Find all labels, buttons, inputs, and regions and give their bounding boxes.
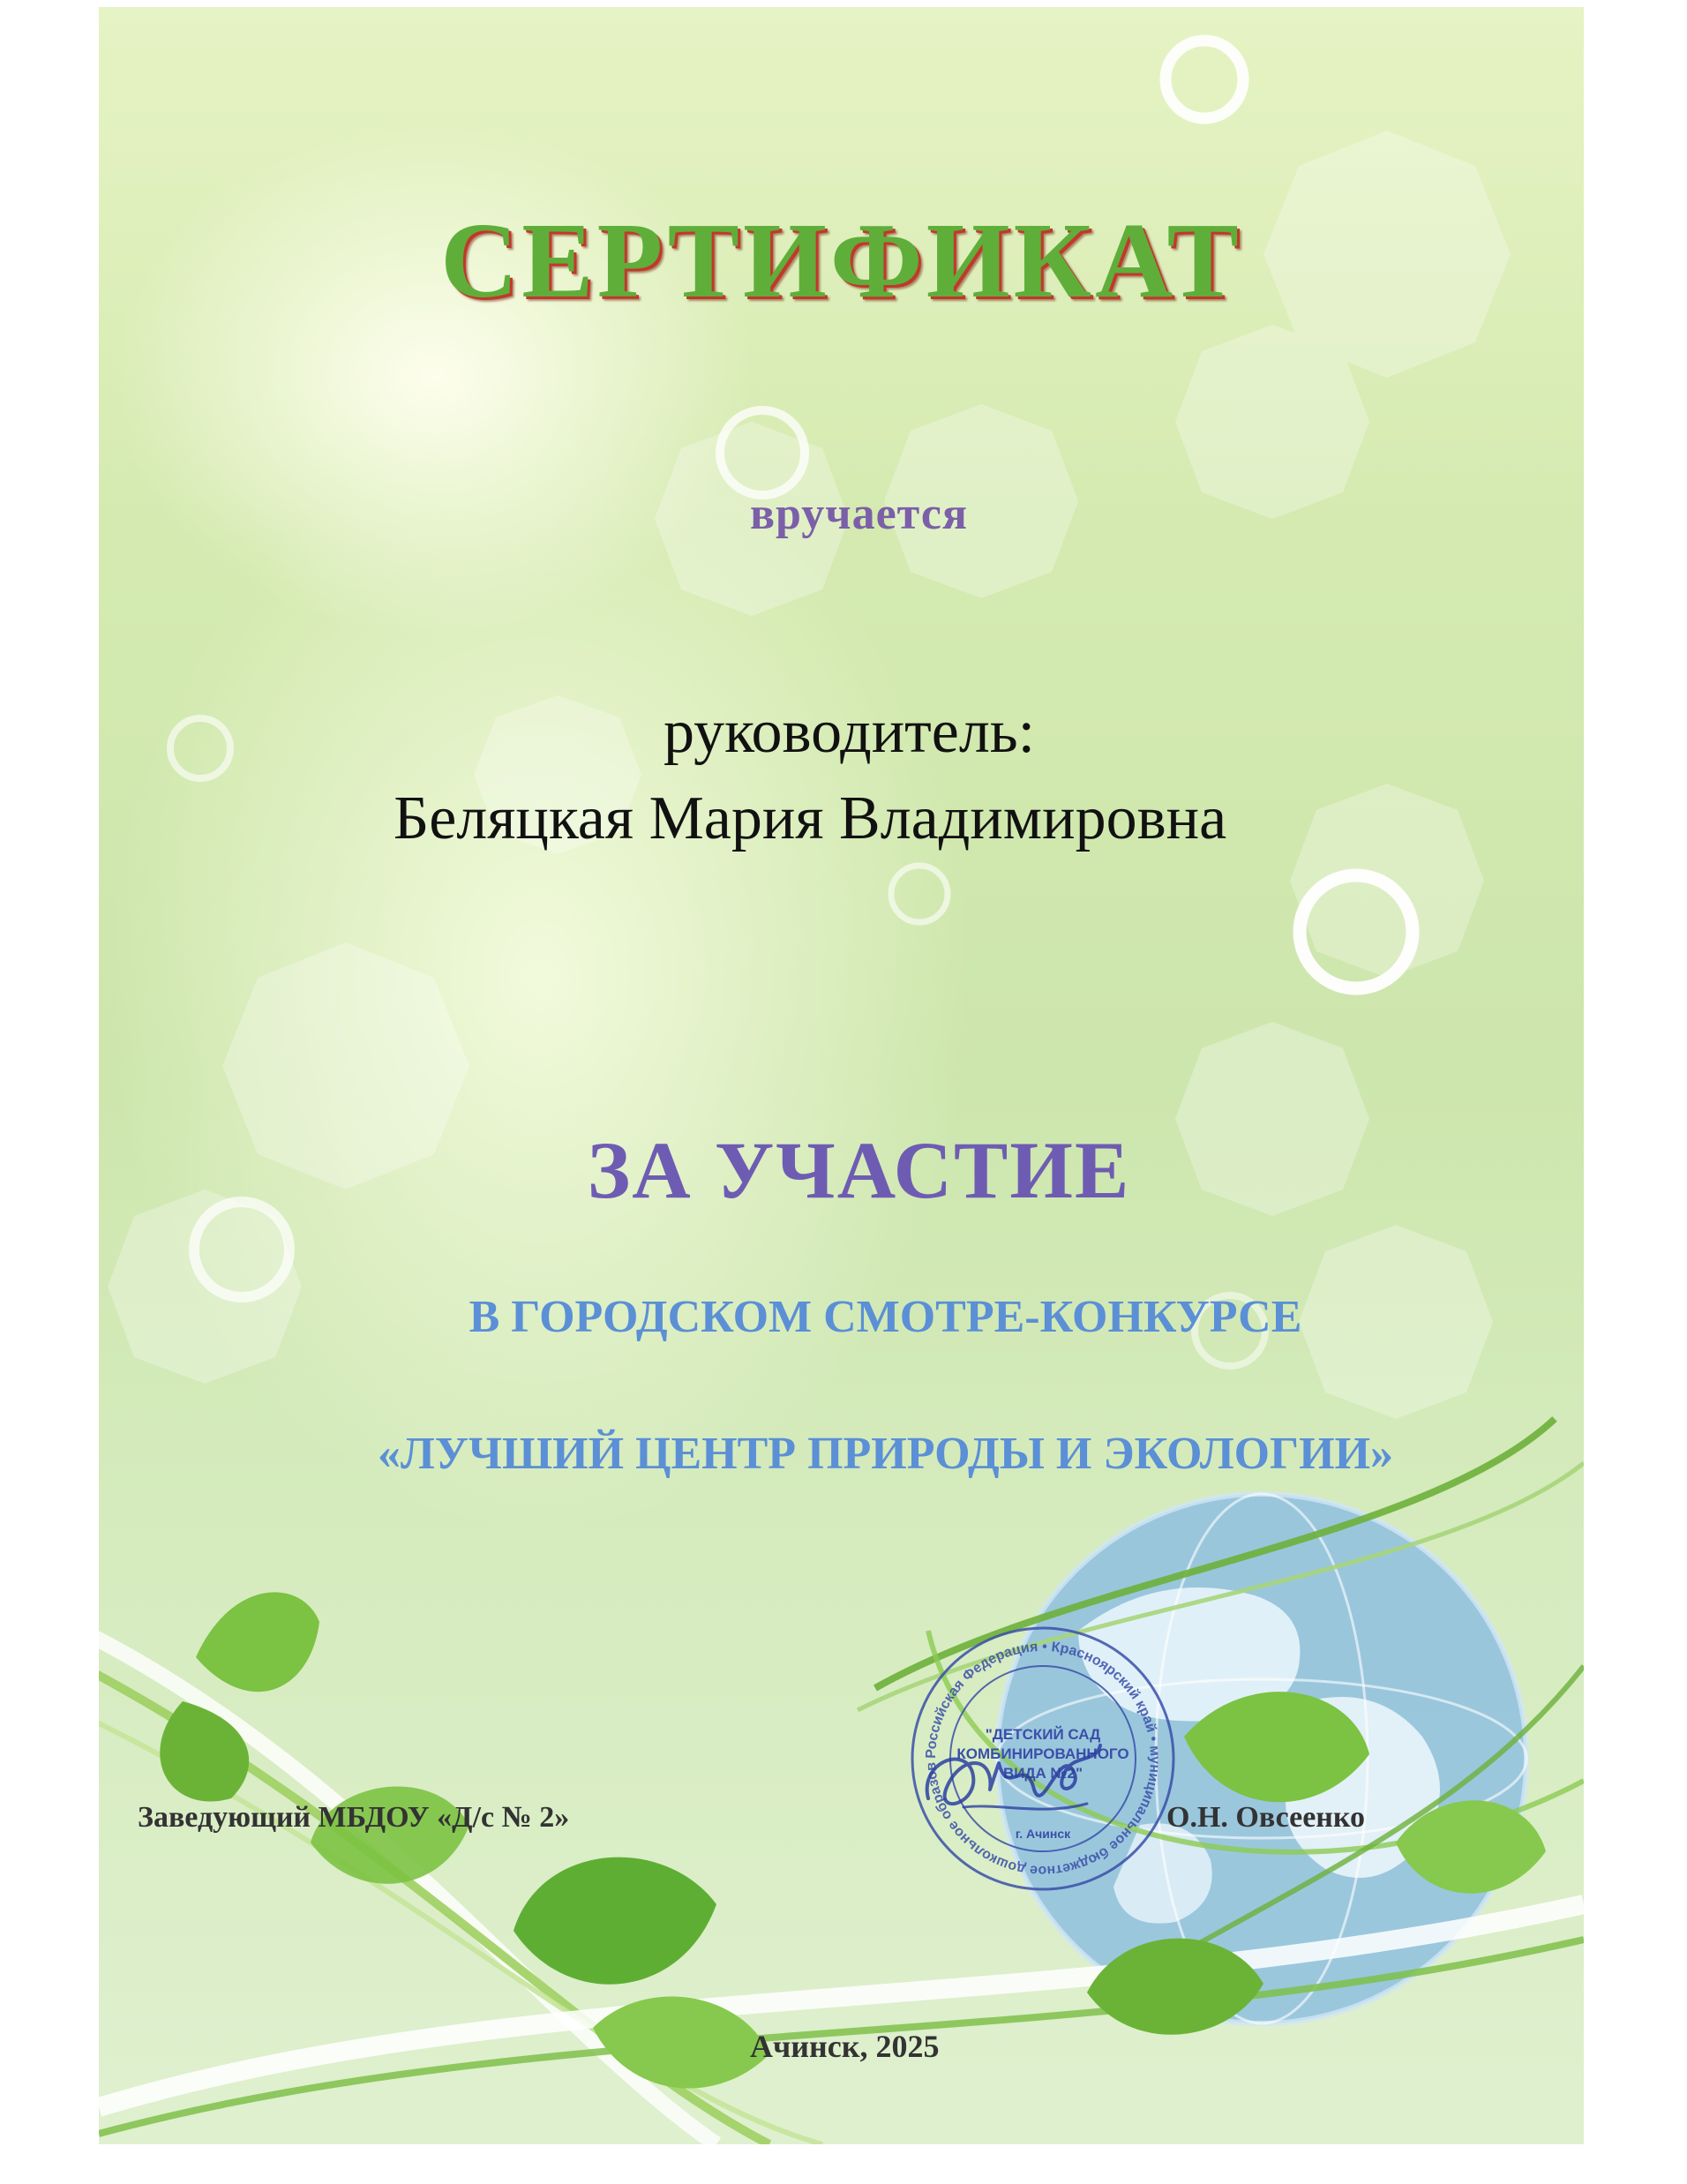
certificate-card	[99, 7, 1584, 2144]
award-reason: ЗА УЧАСТИЕ	[587, 1125, 1131, 1215]
bubble-ring-icon	[891, 866, 948, 922]
stamp-center-line: "ДЕТСКИЙ САД	[985, 1726, 1101, 1743]
awarded-text: вручается	[749, 489, 969, 539]
signatory-position: Заведующий МБДОУ «Д/с № 2»	[138, 1801, 570, 1834]
contest-name: «ЛУЧШИЙ ЦЕНТР ПРИРОДЫ И ЭКОЛОГИИ»	[377, 1429, 1394, 1479]
stamp-center-line: КОМБИНИРОВАННОГО	[956, 1745, 1129, 1762]
certificate-title: СЕРТИФИКАТ	[440, 201, 1242, 320]
stamp-center-line: ВИДА №2"	[1002, 1765, 1083, 1782]
signatory-name: О.Н. Овсеенко	[1166, 1801, 1366, 1834]
signature-icon	[911, 1719, 1113, 1843]
recipient-name: Беляцкая Мария Владимировна	[394, 784, 1227, 852]
stamp-bottom-text: г. Ачинск	[1015, 1827, 1071, 1841]
bubble-ring-icon	[1166, 41, 1243, 118]
bokeh-shapes	[108, 131, 1511, 1419]
recipient-role: руководитель:	[664, 698, 1036, 766]
leaf-icon	[514, 1858, 716, 1985]
stamp-ring-text: Российская Федерация • Красноярский край • муниципальное бюджетное дошкольное образов	[923, 1639, 1163, 1879]
bubble-ring-icon	[170, 718, 230, 778]
event-description: В ГОРОДСКОМ СМОТРЕ-КОНКУРСЕ	[469, 1292, 1302, 1342]
place-and-year: Ачинск, 2025	[750, 2029, 940, 2064]
leaf-icon	[196, 1592, 319, 1692]
